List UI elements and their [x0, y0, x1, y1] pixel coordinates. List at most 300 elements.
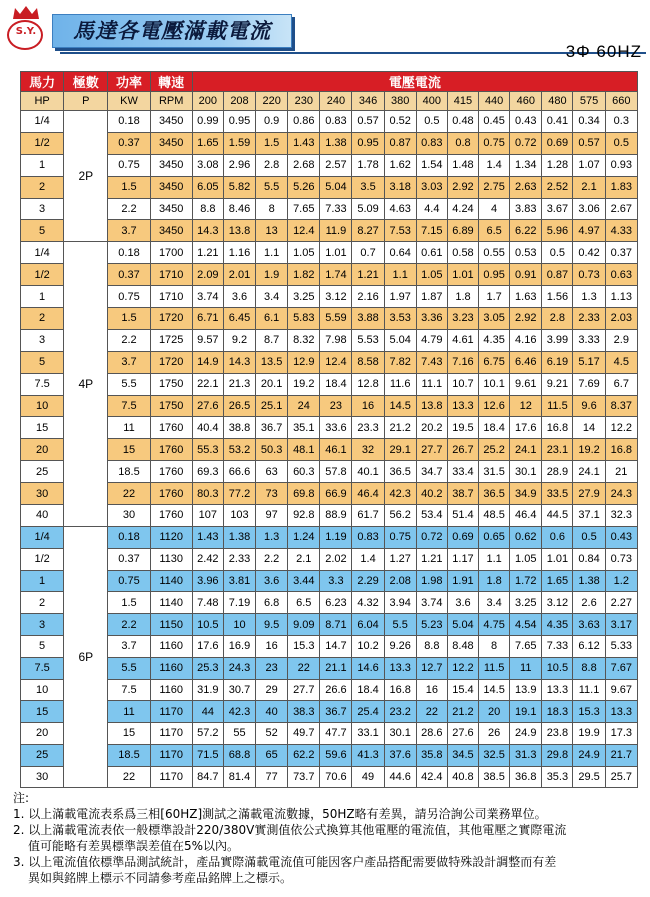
cell-current: 9.09 — [288, 614, 320, 636]
cell-current: 3.63 — [573, 614, 605, 636]
cell-rpm: 1160 — [150, 657, 192, 679]
cell-current: 0.99 — [192, 111, 223, 133]
cell-current: 23.1 — [542, 439, 573, 461]
cell-current: 3.12 — [542, 592, 573, 614]
cell-current: 2.01 — [223, 264, 255, 286]
cell-current: 48.5 — [479, 505, 510, 527]
cell-current: 0.69 — [542, 132, 573, 154]
cell-current: 1.3 — [256, 526, 288, 548]
header-kw: KW — [108, 92, 150, 111]
cell-current: 4 — [479, 198, 510, 220]
cell-current: 1.63 — [510, 286, 542, 308]
cell-current: 8.7 — [256, 329, 288, 351]
cell-hp: 7.5 — [21, 657, 64, 679]
cell-current: 1.38 — [320, 132, 352, 154]
cell-current: 6.12 — [573, 635, 605, 657]
cell-current: 6.22 — [510, 220, 542, 242]
cell-current: 6.23 — [320, 592, 352, 614]
cell-pole: 6P — [64, 526, 108, 788]
note-2-cont: 值可能略有差異標準誤差值在5%以內。 — [28, 839, 240, 853]
cell-current: 4.5 — [605, 351, 637, 373]
cell-current: 33.4 — [447, 461, 478, 483]
cell-current: 6.89 — [447, 220, 478, 242]
cell-current: 10.5 — [542, 657, 573, 679]
cell-current: 0.58 — [447, 242, 478, 264]
cell-current: 12.7 — [416, 657, 447, 679]
cell-kw: 22 — [108, 483, 150, 505]
cell-current: 53.2 — [223, 439, 255, 461]
cell-current: 1.17 — [447, 548, 478, 570]
cell-current: 9.5 — [256, 614, 288, 636]
cell-current: 1.01 — [320, 242, 352, 264]
cell-current: 0.34 — [573, 111, 605, 133]
cell-current: 4.24 — [447, 198, 478, 220]
cell-rpm: 1160 — [150, 635, 192, 657]
cell-current: 3.6 — [223, 286, 255, 308]
cell-current: 3.4 — [479, 592, 510, 614]
cell-current: 77 — [256, 766, 288, 788]
cell-current: 3.74 — [416, 592, 447, 614]
cell-current: 25.3 — [192, 657, 223, 679]
cell-current: 56.2 — [384, 505, 416, 527]
cell-kw: 11 — [108, 701, 150, 723]
cell-hp: 20 — [21, 439, 64, 461]
cell-current: 1.98 — [416, 570, 447, 592]
cell-current: 84.7 — [192, 766, 223, 788]
cell-rpm: 1760 — [150, 483, 192, 505]
cell-hp: 10 — [21, 395, 64, 417]
cell-current: 11 — [510, 657, 542, 679]
cell-current: 23.3 — [352, 417, 384, 439]
cell-current: 0.93 — [605, 154, 637, 176]
cell-current: 7.65 — [288, 198, 320, 220]
cell-current: 14.9 — [192, 351, 223, 373]
cell-hp: 3 — [21, 614, 64, 636]
cell-current: 2.09 — [192, 264, 223, 286]
cell-current: 0.87 — [542, 264, 573, 286]
header-voltage-575: 575 — [573, 92, 605, 111]
cell-current: 8.27 — [352, 220, 384, 242]
cell-current: 2.92 — [447, 176, 478, 198]
cell-kw: 0.75 — [108, 570, 150, 592]
cell-hp: 15 — [21, 701, 64, 723]
cell-current: 16.8 — [542, 417, 573, 439]
cell-current: 30.1 — [384, 723, 416, 745]
cell-current: 1.48 — [447, 154, 478, 176]
cell-current: 0.43 — [605, 526, 637, 548]
cell-current: 2.96 — [223, 154, 255, 176]
cell-current: 44.6 — [384, 766, 416, 788]
cell-rpm: 3450 — [150, 198, 192, 220]
cell-current: 5.17 — [573, 351, 605, 373]
cell-current: 2.29 — [352, 570, 384, 592]
cell-current: 5.33 — [605, 635, 637, 657]
table-row — [21, 198, 638, 220]
cell-current: 0.57 — [352, 111, 384, 133]
cell-current: 19.2 — [573, 439, 605, 461]
cell-kw: 11 — [108, 417, 150, 439]
cell-rpm: 1170 — [150, 766, 192, 788]
cell-current: 65 — [256, 744, 288, 766]
cell-pole: 4P — [64, 242, 108, 527]
cell-kw: 0.37 — [108, 548, 150, 570]
cell-current: 13.9 — [510, 679, 542, 701]
table-row — [21, 373, 638, 395]
cell-current: 107 — [192, 505, 223, 527]
cell-current: 7.16 — [447, 351, 478, 373]
cell-current: 5.5 — [256, 176, 288, 198]
cell-current: 92.8 — [288, 505, 320, 527]
cell-current: 42.3 — [223, 701, 255, 723]
cell-current: 10.1 — [479, 373, 510, 395]
cell-current: 2.27 — [605, 592, 637, 614]
cell-rpm: 3450 — [150, 111, 192, 133]
logo-text: S.Y. — [15, 26, 37, 37]
cell-current: 1.43 — [288, 132, 320, 154]
cell-rpm: 1170 — [150, 723, 192, 745]
cell-hp: 1/4 — [21, 242, 64, 264]
cell-current: 32.3 — [605, 505, 637, 527]
cell-kw: 3.7 — [108, 351, 150, 373]
cell-current: 1.7 — [479, 286, 510, 308]
cell-current: 13.3 — [447, 395, 478, 417]
cell-current: 40.4 — [192, 417, 223, 439]
cell-current: 11.9 — [320, 220, 352, 242]
cell-current: 13 — [256, 220, 288, 242]
cell-current: 0.5 — [605, 132, 637, 154]
cell-current: 0.57 — [573, 132, 605, 154]
cell-rpm: 1170 — [150, 701, 192, 723]
table-row — [21, 439, 638, 461]
cell-current: 10.7 — [447, 373, 478, 395]
cell-current: 53.4 — [416, 505, 447, 527]
cell-current: 2.42 — [192, 548, 223, 570]
cell-current: 2.63 — [510, 176, 542, 198]
cell-current: 7.33 — [542, 635, 573, 657]
cell-current: 18.4 — [320, 373, 352, 395]
cell-current: 0.37 — [605, 242, 637, 264]
cell-current: 9.2 — [223, 329, 255, 351]
cell-current: 0.5 — [542, 242, 573, 264]
cell-current: 61.7 — [352, 505, 384, 527]
cell-current: 15.4 — [447, 679, 478, 701]
cell-current: 0.3 — [605, 111, 637, 133]
cell-current: 0.95 — [223, 111, 255, 133]
cell-current: 0.95 — [352, 132, 384, 154]
header-voltage-380: 380 — [384, 92, 416, 111]
cell-rpm: 3450 — [150, 220, 192, 242]
header-voltage-460: 460 — [510, 92, 542, 111]
table-row — [21, 483, 638, 505]
cell-hp: 1 — [21, 154, 64, 176]
cell-current: 24.9 — [573, 744, 605, 766]
cell-kw: 5.5 — [108, 657, 150, 679]
cell-current: 9.21 — [542, 373, 573, 395]
cell-current: 1.13 — [605, 286, 637, 308]
cell-current: 28.9 — [542, 461, 573, 483]
cell-current: 5.53 — [352, 329, 384, 351]
cell-current: 4.33 — [605, 220, 637, 242]
cell-current: 1.05 — [288, 242, 320, 264]
cell-rpm: 1760 — [150, 417, 192, 439]
cell-hp: 10 — [21, 679, 64, 701]
cell-current: 0.69 — [447, 526, 478, 548]
cell-current: 18.4 — [479, 417, 510, 439]
cell-kw: 0.37 — [108, 132, 150, 154]
header-rpm-group: 轉速 — [150, 72, 192, 92]
cell-current: 3.74 — [192, 286, 223, 308]
cell-current: 88.9 — [320, 505, 352, 527]
cell-current: 1.21 — [352, 264, 384, 286]
cell-current: 4.4 — [416, 198, 447, 220]
cell-kw: 15 — [108, 723, 150, 745]
cell-current: 1.5 — [256, 132, 288, 154]
cell-current: 5.04 — [384, 329, 416, 351]
cell-kw: 3.7 — [108, 220, 150, 242]
cell-current: 21.1 — [320, 657, 352, 679]
cell-current: 13.5 — [256, 351, 288, 373]
cell-current: 7.82 — [384, 351, 416, 373]
cell-current: 3.4 — [256, 286, 288, 308]
cell-rpm: 1725 — [150, 329, 192, 351]
cell-current: 60.3 — [288, 461, 320, 483]
cell-current: 12 — [510, 395, 542, 417]
cell-current: 0.73 — [573, 264, 605, 286]
cell-rpm: 1170 — [150, 744, 192, 766]
header-voltage-220: 220 — [256, 92, 288, 111]
cell-current: 9.57 — [192, 329, 223, 351]
cell-current: 27.6 — [192, 395, 223, 417]
cell-current: 66.6 — [223, 461, 255, 483]
cell-kw: 22 — [108, 766, 150, 788]
cell-hp: 25 — [21, 744, 64, 766]
table-row — [21, 111, 638, 133]
header-voltage-200: 200 — [192, 92, 223, 111]
cell-current: 16 — [256, 635, 288, 657]
cell-current: 32.5 — [479, 744, 510, 766]
table-row — [21, 766, 638, 788]
cell-current: 8.8 — [192, 198, 223, 220]
cell-current: 27.6 — [447, 723, 478, 745]
cell-current: 2.33 — [573, 308, 605, 330]
table-row — [21, 701, 638, 723]
header-pole: P — [64, 92, 108, 111]
cell-current: 4.75 — [479, 614, 510, 636]
phase-frequency-spec: 3Φ 60HZ — [565, 42, 642, 61]
table-row — [21, 614, 638, 636]
header-voltage-208: 208 — [223, 92, 255, 111]
cell-current: 12.8 — [352, 373, 384, 395]
cell-current: 0.72 — [510, 132, 542, 154]
cell-current: 12.9 — [288, 351, 320, 373]
cell-current: 13.8 — [223, 220, 255, 242]
cell-rpm: 1750 — [150, 373, 192, 395]
cell-current: 16.8 — [384, 679, 416, 701]
cell-current: 21 — [605, 461, 637, 483]
cell-rpm: 1140 — [150, 592, 192, 614]
cell-current: 68.8 — [223, 744, 255, 766]
cell-current: 1.27 — [384, 548, 416, 570]
table-row — [21, 505, 638, 527]
cell-current: 40.2 — [416, 483, 447, 505]
cell-current: 12.4 — [288, 220, 320, 242]
cell-current: 1.65 — [542, 570, 573, 592]
cell-current: 0.61 — [416, 242, 447, 264]
header-hp: HP — [21, 92, 64, 111]
cell-current: 17.6 — [510, 417, 542, 439]
cell-current: 25.7 — [605, 766, 637, 788]
cell-current: 4.63 — [384, 198, 416, 220]
cell-current: 59.6 — [320, 744, 352, 766]
cell-kw: 2.2 — [108, 198, 150, 220]
table-row — [21, 308, 638, 330]
cell-current: 3.44 — [288, 570, 320, 592]
cell-current: 23.2 — [384, 701, 416, 723]
cell-current: 38.3 — [288, 701, 320, 723]
cell-current: 0.75 — [384, 526, 416, 548]
cell-current: 7.53 — [384, 220, 416, 242]
cell-current: 3.5 — [352, 176, 384, 198]
cell-current: 0.95 — [479, 264, 510, 286]
cell-current: 5.04 — [320, 176, 352, 198]
cell-current: 13.3 — [542, 679, 573, 701]
cell-current: 24.9 — [510, 723, 542, 745]
cell-current: 1.4 — [352, 548, 384, 570]
cell-current: 2.92 — [510, 308, 542, 330]
cell-current: 24.3 — [223, 657, 255, 679]
cell-current: 0.45 — [479, 111, 510, 133]
cell-current: 19.5 — [447, 417, 478, 439]
cell-current: 2.67 — [605, 198, 637, 220]
cell-current: 2.16 — [352, 286, 384, 308]
cell-current: 21.2 — [384, 417, 416, 439]
cell-hp: 25 — [21, 461, 64, 483]
cell-current: 2.8 — [256, 154, 288, 176]
cell-current: 0.62 — [510, 526, 542, 548]
cell-current: 10.5 — [192, 614, 223, 636]
cell-current: 30.7 — [223, 679, 255, 701]
table-row — [21, 657, 638, 679]
cell-current: 32 — [352, 439, 384, 461]
cell-hp: 30 — [21, 766, 64, 788]
cell-kw: 0.37 — [108, 264, 150, 286]
cell-current: 0.86 — [288, 111, 320, 133]
cell-current: 50.3 — [256, 439, 288, 461]
cell-current: 1.07 — [573, 154, 605, 176]
cell-current: 20.2 — [416, 417, 447, 439]
cell-current: 3.6 — [447, 592, 478, 614]
cell-current: 16 — [352, 395, 384, 417]
cell-current: 42.4 — [416, 766, 447, 788]
cell-current: 33.6 — [320, 417, 352, 439]
cell-current: 46.1 — [320, 439, 352, 461]
cell-current: 52 — [256, 723, 288, 745]
table-row — [21, 592, 638, 614]
cell-current: 7.69 — [573, 373, 605, 395]
cell-current: 1.97 — [384, 286, 416, 308]
cell-current: 5.04 — [447, 614, 478, 636]
cell-current: 11.5 — [542, 395, 573, 417]
cell-current: 10.2 — [352, 635, 384, 657]
cell-hp: 30 — [21, 483, 64, 505]
cell-current: 3.33 — [573, 329, 605, 351]
table-row — [21, 635, 638, 657]
cell-hp: 2 — [21, 308, 64, 330]
cell-current: 20 — [479, 701, 510, 723]
cell-current: 0.7 — [352, 242, 384, 264]
cell-current: 34.5 — [447, 744, 478, 766]
cell-kw: 3.7 — [108, 635, 150, 657]
cell-current: 17.3 — [605, 723, 637, 745]
cell-current: 1.24 — [288, 526, 320, 548]
cell-rpm: 1130 — [150, 548, 192, 570]
cell-current: 14.7 — [320, 635, 352, 657]
cell-current: 42.3 — [384, 483, 416, 505]
cell-current: 19.1 — [510, 701, 542, 723]
cell-current: 5.26 — [288, 176, 320, 198]
cell-current: 0.53 — [510, 242, 542, 264]
cell-current: 29.5 — [573, 766, 605, 788]
cell-current: 7.65 — [510, 635, 542, 657]
cell-current: 18.3 — [542, 701, 573, 723]
cell-current: 13.3 — [605, 701, 637, 723]
cell-current: 0.91 — [510, 264, 542, 286]
cell-current: 34.9 — [510, 483, 542, 505]
cell-current: 103 — [223, 505, 255, 527]
note-2: 2. 以上滿載電流表依一般標準設計220/380V實測值依公式換算其他電壓的電流值，其他電壓之實際電流 — [13, 823, 567, 837]
note-3-cont: 異如與銘牌上標示不同請參考産品銘牌上之標示。 — [28, 871, 293, 885]
cell-current: 4.61 — [447, 329, 478, 351]
cell-current: 22 — [288, 657, 320, 679]
cell-current: 70.6 — [320, 766, 352, 788]
cell-current: 21.7 — [605, 744, 637, 766]
cell-kw: 0.18 — [108, 111, 150, 133]
cell-current: 63 — [256, 461, 288, 483]
cell-current: 80.3 — [192, 483, 223, 505]
cell-current: 0.41 — [542, 111, 573, 133]
cell-current: 4.16 — [510, 329, 542, 351]
cell-current: 1.05 — [416, 264, 447, 286]
cell-current: 26.7 — [447, 439, 478, 461]
cell-current: 6.5 — [288, 592, 320, 614]
cell-current: 5.83 — [288, 308, 320, 330]
cell-current: 36.7 — [256, 417, 288, 439]
cell-current: 0.6 — [542, 526, 573, 548]
cell-current: 10 — [223, 614, 255, 636]
cell-rpm: 1710 — [150, 286, 192, 308]
cell-current: 36.5 — [479, 483, 510, 505]
cell-current: 1.05 — [510, 548, 542, 570]
cell-current: 1.8 — [479, 570, 510, 592]
table-row — [21, 461, 638, 483]
cell-current: 7.67 — [605, 657, 637, 679]
cell-current: 3.6 — [256, 570, 288, 592]
header-voltage-230: 230 — [288, 92, 320, 111]
cell-current: 9.67 — [605, 679, 637, 701]
header-voltage-440: 440 — [479, 92, 510, 111]
cell-rpm: 1760 — [150, 505, 192, 527]
cell-current: 0.83 — [352, 526, 384, 548]
cell-current: 1.28 — [542, 154, 573, 176]
cell-current: 6.5 — [479, 220, 510, 242]
cell-current: 27.9 — [573, 483, 605, 505]
header-voltage-400: 400 — [416, 92, 447, 111]
cell-kw: 1.5 — [108, 592, 150, 614]
cell-current: 11.5 — [479, 657, 510, 679]
cell-current: 2.9 — [605, 329, 637, 351]
cell-kw: 5.5 — [108, 373, 150, 395]
cell-current: 1.87 — [416, 286, 447, 308]
